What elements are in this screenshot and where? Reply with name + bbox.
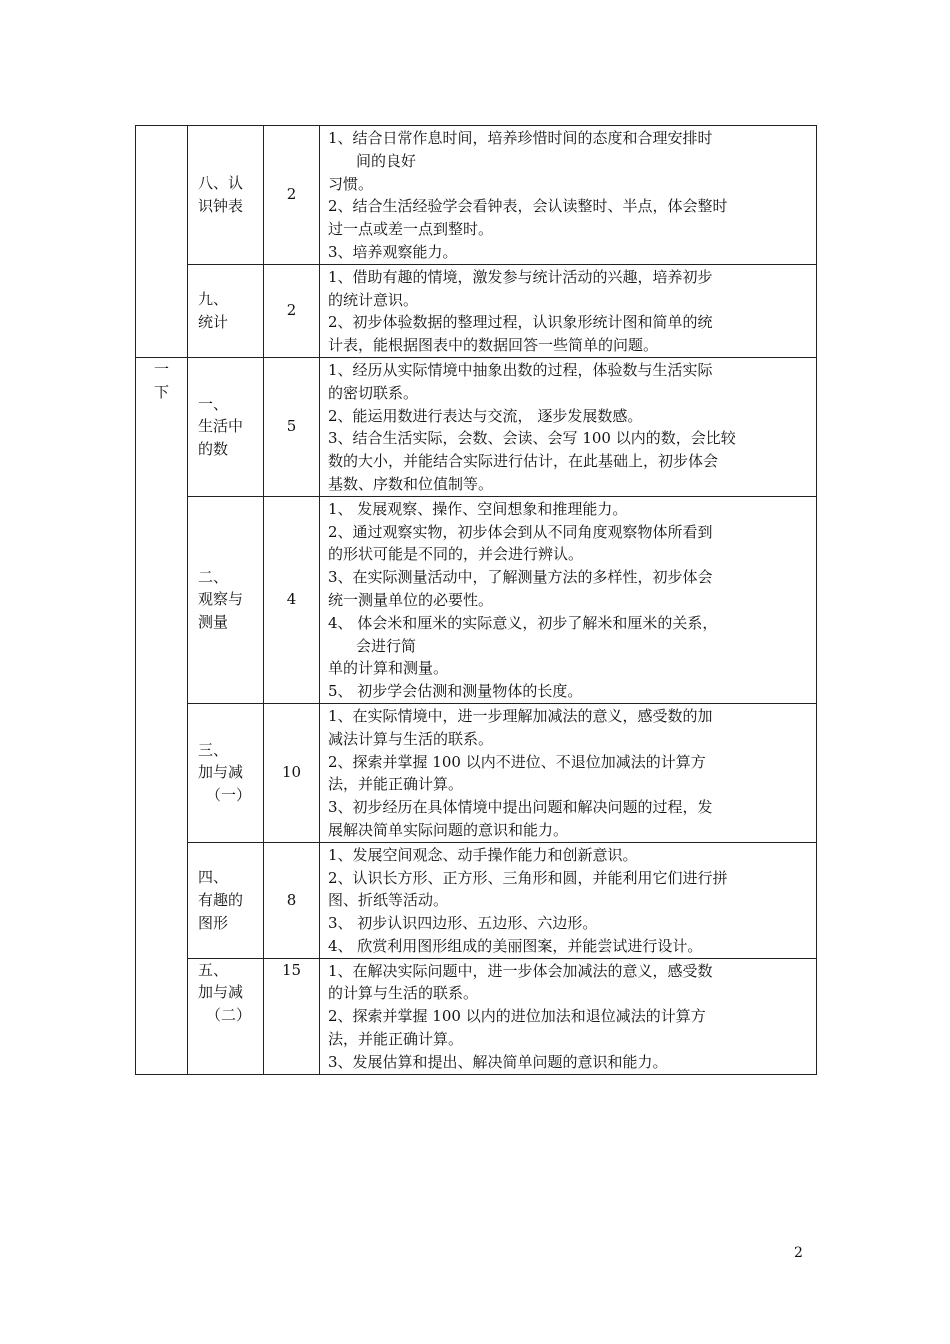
goal-line: 2、结合生活经验学会看钟表，会认读整时、半点，体会整时 [328,197,728,216]
goal-line: 图、折纸等活动。 [328,891,449,910]
table-row [136,703,817,842]
goals-cell [320,958,817,1074]
table-row [136,842,817,958]
goal-line: 的密切联系。 [328,383,419,402]
table-row [136,357,817,496]
unit-cell: 一、 生活中 的数 [188,357,264,496]
goal-line: 3、培养观察能力。 [328,242,458,261]
unit-cell: 八、认 识钟表 [188,126,264,265]
goal-line: 2、能运用数进行表达与交流， 逐步发展数感。 [328,406,643,425]
unit-cell: 九、 统计 [188,264,264,357]
unit-cell: 五、 加与减 （二） [188,958,264,1074]
goal-line: 1、经历从实际情境中抽象出数的过程，体验数与生活实际 [328,360,713,379]
goals-cell [320,496,817,703]
goal-line: 单的计算和测量。 [328,659,449,678]
goals-cell [320,357,817,496]
goal-line: 2、探索并掌握 100 以内不进位、不退位加减法的计算方 [328,752,706,771]
goal-line: 间的良好 [356,151,417,170]
table-row [136,126,817,265]
goal-line: 3、初步经历在具体情境中提出问题和解决问题的过程，发 [328,798,713,817]
goal-line: 减法计算与生活的联系。 [328,729,494,748]
goal-line: 3、在实际测量活动中，了解测量方法的多样性，初步体会 [328,568,713,587]
table-row [136,264,817,357]
goal-line: 1、结合日常作息时间，培养珍惜时间的态度和合理安排时 [328,129,713,147]
curriculum-table [135,125,817,1075]
unit-cell: 二、 观察与 测量 [188,496,264,703]
goal-line: 2、认识长方形、正方形、三角形和圆，并能利用它们进行拼 [328,868,728,887]
table-row [136,958,817,1074]
hours-cell: 5 [264,357,320,496]
goal-line: 展解决简单实际问题的意识和能力。 [328,820,569,839]
goal-line: 1、发展空间观念、动手操作能力和创新意识。 [328,845,638,864]
goals-cell [320,264,817,357]
goal-line: 数的大小，并能结合实际进行估计，在此基础上，初步体会 [328,452,719,471]
goal-line: 的形状可能是不同的，并会进行辨认。 [328,545,584,564]
goal-line: 1、在实际情境中，进一步理解加减法的意义，感受数的加 [328,706,713,725]
goal-line: 会进行简 [356,636,417,655]
hours-cell: 10 [264,703,320,842]
unit-cell: 四、 有趣的 图形 [188,842,264,958]
goal-line: 4、 欣赏利用图形组成的美丽图案，并能尝试进行设计。 [328,936,703,955]
page-number: 2 [794,1245,803,1261]
grade-cell-empty [136,126,188,358]
table-row [136,496,817,703]
goal-line: 2、通过观察实物，初步体会到从不同角度观察物体所看到 [328,522,713,541]
hours-cell: 4 [264,496,320,703]
goal-line: 过一点或差一点到整时。 [328,220,494,239]
goal-line: 3、发展估算和提出、解决简单问题的意识和能力。 [328,1052,668,1071]
hours-cell: 8 [264,842,320,958]
goal-line: 3、结合生活实际，会数、会读、会写 100 以内的数，会比较 [328,429,736,448]
grade-cell [136,357,188,1074]
goal-line: 5、 初步学会估测和测量物体的长度。 [328,682,583,701]
goals-cell [320,126,817,265]
unit-cell: 三、 加与减 （一） [188,703,264,842]
goal-line: 计表，能根据图表中的数据回答一些简单的问题。 [328,336,659,355]
goal-line: 法，并能正确计算。 [328,1030,464,1049]
hours-cell: 15 [264,958,320,1074]
goal-line: 法，并能正确计算。 [328,775,464,794]
goal-line: 的计算与生活的联系。 [328,984,479,1003]
grade-label: 一 [153,359,169,378]
goal-line: 1、借助有趣的情境，激发参与统计活动的兴趣，培养初步 [328,267,713,286]
goal-line: 1、在解决实际问题中，进一步体会加减法的意义，感受数 [328,961,713,980]
hours-cell: 2 [264,264,320,357]
goal-line: 习惯。 [328,174,374,193]
goal-line: 的统计意识。 [328,290,419,309]
grade-label: 下 [153,382,169,401]
goal-line: 基数、序数和位值制等。 [328,474,494,493]
goal-line: 4、 体会米和厘米的实际意义，初步了解米和厘米的关系， [328,613,718,632]
goals-cell [320,842,817,958]
goal-line: 2、初步体验数据的整理过程，认识象形统计图和简单的统 [328,313,713,332]
goal-line: 2、探索并掌握 100 以内的进位加法和退位减法的计算方 [328,1007,706,1026]
goal-line: 3、 初步认识四边形、五边形、六边形。 [328,914,598,933]
goals-cell [320,703,817,842]
goal-line: 统一测量单位的必要性。 [328,590,494,609]
hours-cell: 2 [264,126,320,265]
goal-line: 1、 发展观察、操作、空间想象和推理能力。 [328,499,628,518]
